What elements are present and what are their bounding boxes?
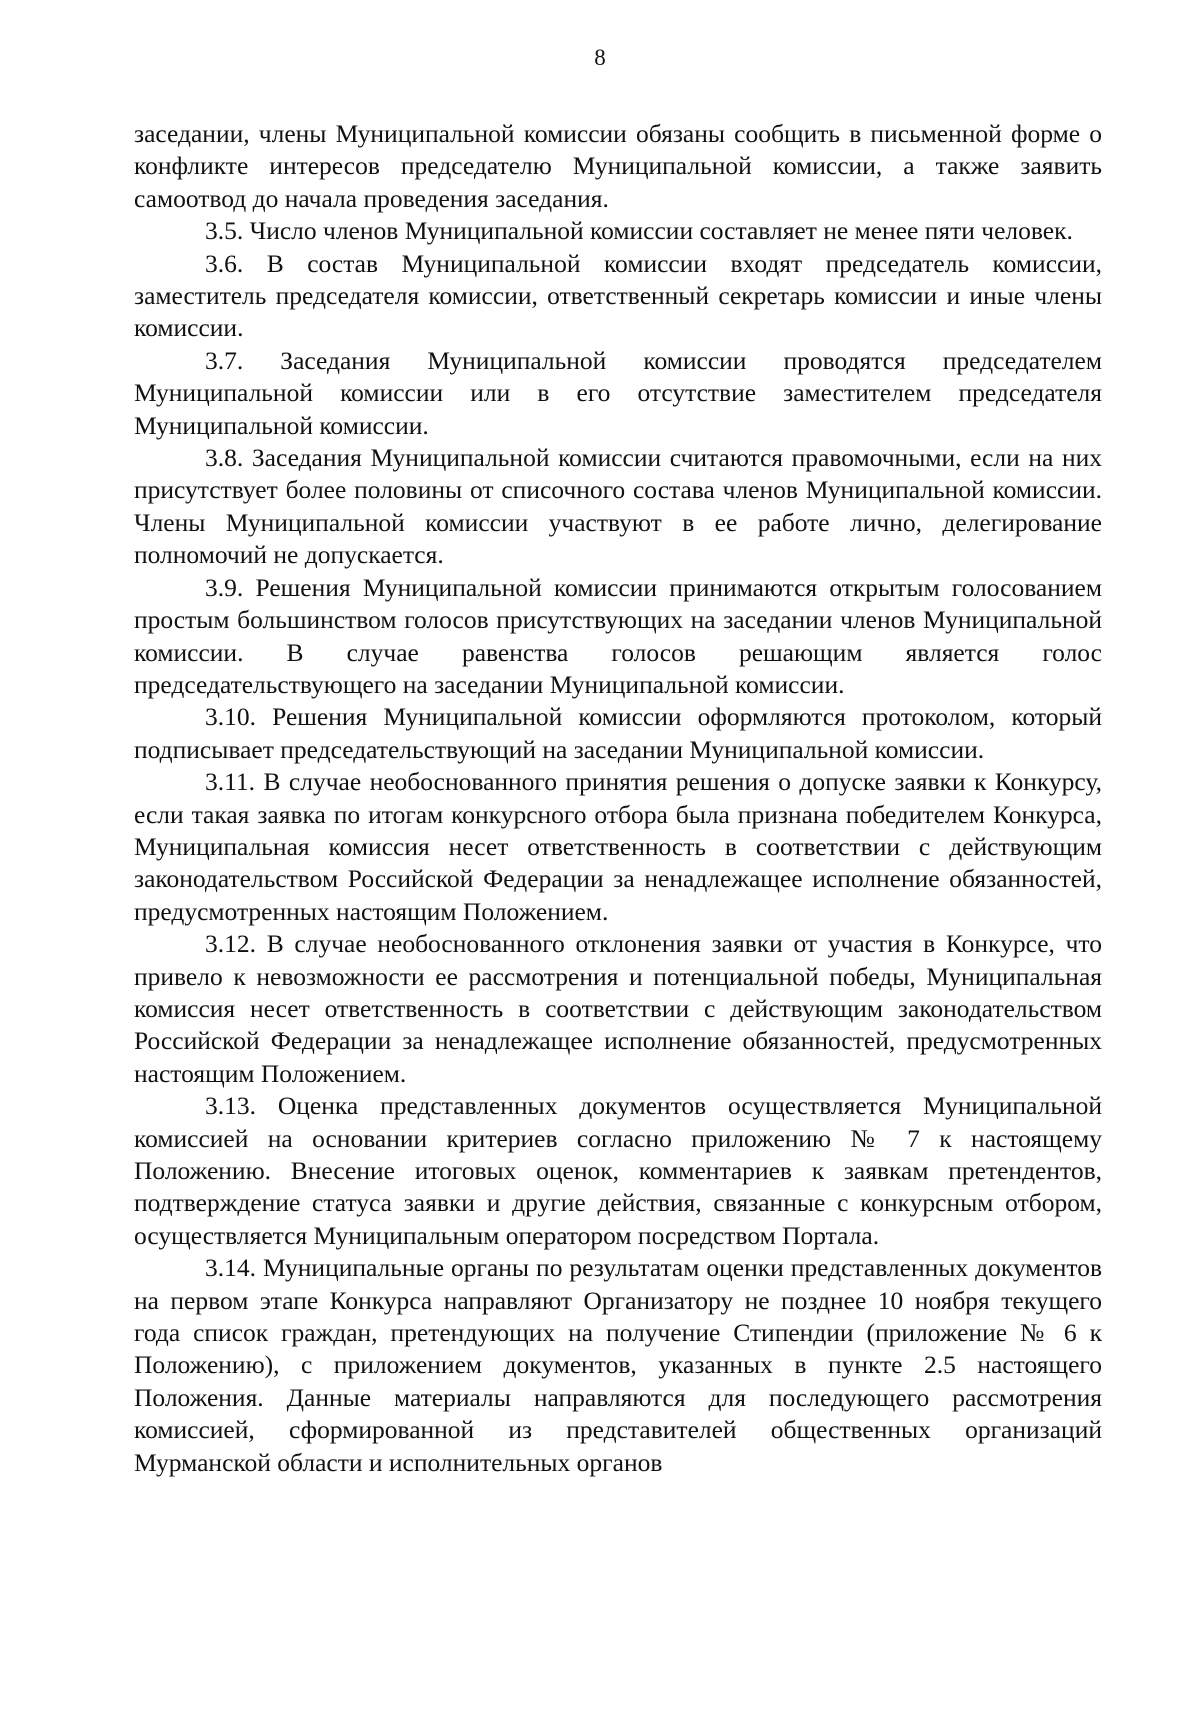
document-body bbox=[134, 118, 1102, 1479]
paragraph-3-6: 3.6. В состав Муниципальной комиссии входят председатель комиссии, заместитель председателя комиссии, ответственный секретарь комиссии и иные члены комиссии. bbox=[134, 248, 1102, 343]
page-number: 8 bbox=[594, 45, 606, 70]
paragraph-3-13: 3.13. Оценка представленных документов осуществляется Муниципальной комиссией на основании критериев согласно приложению № 7 к настоящему Положению. Внесение итоговых оценок, комментариев к заявкам претендентов, подтверждение статуса заявки и другие действия, связанные с конкурсным отбором, осуществляется Муниципальным оператором посредством Портала. bbox=[134, 1091, 1102, 1250]
paragraph-3-5: 3.5. Число членов Муниципальной комиссии составляет не менее пяти человек. bbox=[205, 216, 1073, 246]
paragraph-3-11: 3.11. В случае необоснованного принятия решения о допуске заявки к Конкурсу, если такая заявка по итогам конкурсного отбора была признана победителем Конкурса, Муниципальная комиссия несет ответственность в соответствии с действующим законодательством Российской Федерации за ненадлежащее исполнение обязанностей, предусмотренных настоящим Положением. bbox=[134, 767, 1102, 926]
paragraph-continuation: заседании, члены Муниципальной комиссии обязаны сообщить в письменной форме о конфликте интересов председателю Муниципальной комиссии, а также заявить самоотвод до начала проведения заседания. bbox=[134, 119, 1102, 213]
paragraph-3-7: 3.7. Заседания Муниципальной комиссии проводятся председателем Муниципальной комиссии или в его отсутствие заместителем председателя Муниципальной комиссии. bbox=[134, 345, 1102, 440]
paragraph-3-8: 3.8. Заседания Муниципальной комиссии считаются правомочными, если на них присутствует более половины от списочного состава членов Муниципальной комиссии. Члены Муниципальной комиссии участвуют в ее работе лично, делегирование полномочий не допускается. bbox=[134, 443, 1102, 570]
paragraph-3-12: 3.12. В случае необоснованного отклонения заявки от участия в Конкурсе, что привело к невозможности ее рассмотрения и потенциальной победы, Муниципальная комиссия несет ответственность в соответствии с действующим законодательством Российской Федерации за ненадлежащее исполнение обязанностей, предусмотренных настоящим Положением. bbox=[134, 929, 1102, 1088]
paragraph-3-10: 3.10. Решения Муниципальной комиссии оформляются протоколом, который подписывает председательствующий на заседании Муниципальной комиссии. bbox=[134, 702, 1102, 764]
paragraph-3-14: 3.14. Муниципальные органы по результатам оценки представленных документов на первом этапе Конкурса направляют Организатору не позднее 10 ноября текущего года список граждан, претендующих на получение Стипендии (приложение № 6 к Положению), с приложением документов, указанных в пункте 2.5 настоящего Положения. Данные материалы направляются для последующего рассмотрения комиссией, сформированной из представителей общественных организаций Мурманской области и исполнительных органов bbox=[134, 1253, 1102, 1477]
paragraph-3-9: 3.9. Решения Муниципальной комиссии принимаются открытым голосованием простым большинством голосов присутствующих на заседании членов Муниципальной комиссии. В случае равенства голосов решающим является голос председательствующего на заседании Муниципальной комиссии. bbox=[134, 572, 1102, 699]
